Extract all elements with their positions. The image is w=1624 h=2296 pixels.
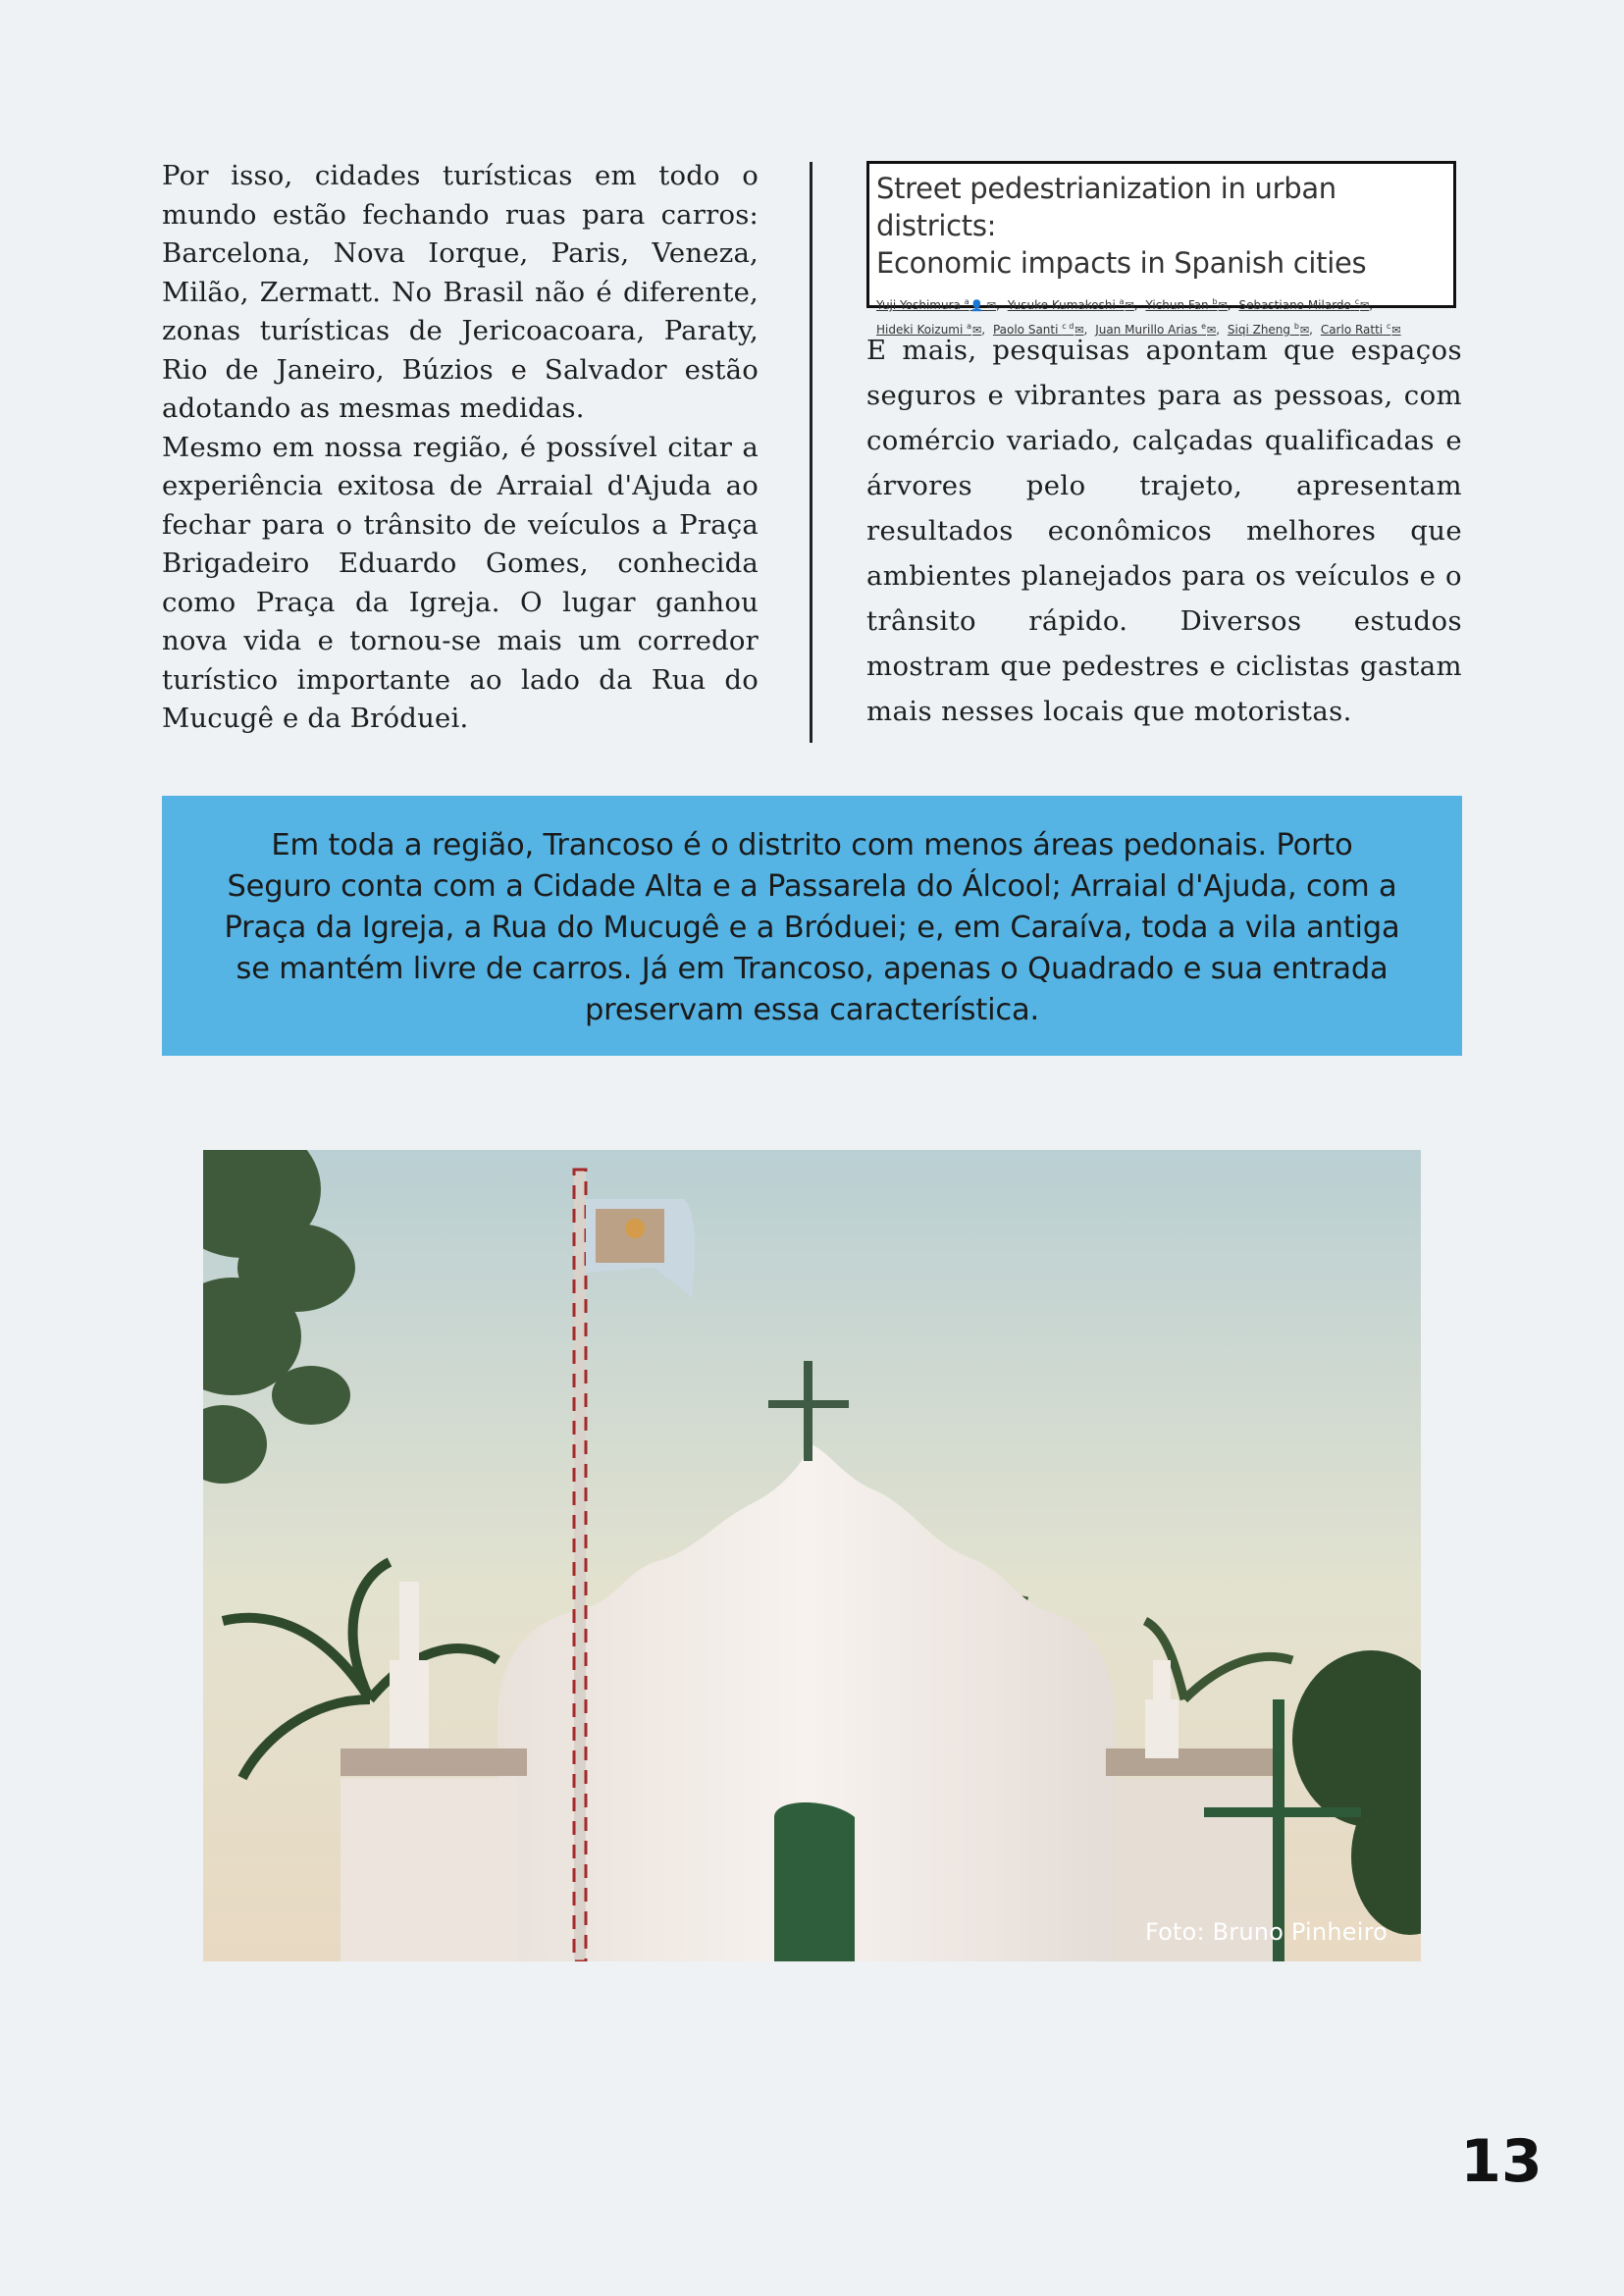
email-icon: ✉ xyxy=(1218,299,1228,312)
paper-authors: Yuji Yoshimura $^a$👤 ✉, Yusuke Kumakoshi $^a$✉, Yichun Fan $^b$✉, Sebastiano Milardo $^c$✉, Hideki Koizumi $^a$✉, Paolo Santi $^{c d}$✉, Juan Murillo Arias $^e$✉, Siqi Zheng $^b$✉, Carlo Ratti $^c$✉ xyxy=(876,297,1401,337)
page-number: 13 xyxy=(1460,2127,1543,2196)
side-wall-left xyxy=(341,1778,517,1961)
roof-left xyxy=(341,1748,527,1776)
email-icon: ✉ xyxy=(1299,324,1310,337)
column-divider xyxy=(810,162,812,743)
church-illustration xyxy=(203,1150,1421,1961)
highlight-callout xyxy=(162,796,1462,1056)
email-icon: ✉ xyxy=(1391,324,1401,337)
flag-pole xyxy=(574,1170,586,1961)
author-link[interactable]: Siqi Zheng $^b$✉ xyxy=(1227,322,1310,337)
author-link[interactable]: Paolo Santi $^{c d}$✉ xyxy=(992,322,1084,337)
author-link[interactable]: Carlo Ratti $^c$✉ xyxy=(1320,322,1401,337)
author-link[interactable]: Yusuke Kumakoshi $^a$✉ xyxy=(1007,297,1134,312)
author-link[interactable]: Yichun Fan $^b$✉ xyxy=(1145,297,1228,312)
callout-text: Em toda a região, Trancoso é o distrito com menos áreas pedonais. Porto Seguro conta com a Cidade Alta e a Passarela do Álcool; Arraial d'Ajuda, com a Praça da Igreja, a Rua do Mucugê e a Bróduei; e, em Caraíva, toda a vila antiga se mantém livre de carros. Já em Trancoso, apenas o Quadrado e sua entrada preservam essa característica. xyxy=(224,828,1400,1027)
author-link[interactable]: Sebastiano Milardo $^c$✉ xyxy=(1238,297,1370,312)
author-link[interactable]: Hideki Koizumi $^a$✉ xyxy=(876,322,982,337)
right-paragraph: E mais, pesquisas apontam que espaços seguros e vibrantes para as pessoas, com comércio variado, calçadas qualificadas e árvores pelo trajeto, apresentam resultados econômicos melhores que ambientes planejados para os veículos e o trânsito rápido. Diversos estudos mostram que pedestres e ciclistas gastam mais nesses locais que motoristas. xyxy=(866,335,1462,727)
paper-title-line-1: Street pedestrianization in urban districts: xyxy=(876,172,1336,242)
author-link[interactable]: Juan Murillo Arias $^e$✉ xyxy=(1095,322,1217,337)
email-icon: ✉ xyxy=(1074,324,1084,337)
email-icon: ✉ xyxy=(1207,324,1217,337)
left-column xyxy=(162,157,759,739)
paper-reference-card xyxy=(866,161,1456,337)
email-icon: ✉ xyxy=(1125,299,1134,312)
author-link[interactable]: Yuji Yoshimura $^a$👤 ✉ xyxy=(876,297,997,312)
photo-credit: Foto: Bruno Pinheiro xyxy=(1145,1918,1388,1946)
author-icons: 👤 ✉ xyxy=(969,299,997,312)
church-photo xyxy=(203,1150,1421,1961)
email-icon: ✉ xyxy=(1360,299,1370,312)
left-paragraph-2: Mesmo em nossa região, é possível citar a experiência exitosa de Arraial d'Ajuda ao fechar para o trânsito de veículos a Praça Brigadeiro Eduardo Gomes, conhecida como Praça da Igreja. O lugar ganhou nova vida e tornou-se mais um corredor turístico importante ao lado da Rua do Mucugê e da Bróduei. xyxy=(162,431,759,734)
right-column xyxy=(866,161,1462,734)
paper-title-line-2: Economic impacts in Spanish cities xyxy=(876,246,1367,280)
church-window xyxy=(774,1802,855,1961)
paper-title xyxy=(876,170,1446,282)
email-icon: ✉ xyxy=(972,324,982,337)
roof-right xyxy=(1106,1748,1283,1776)
left-paragraph-1: Por isso, cidades turísticas em todo o mundo estão fechando ruas para carros: Barcelona, Nova Iorque, Paris, Veneza, Milão, Zermatt. No Brasil não é diferente, zonas turísticas de Jericoacoara, Paraty, Rio de Janeiro, Búzios e Salvador estão adotando as mesmas medidas. xyxy=(162,160,759,424)
